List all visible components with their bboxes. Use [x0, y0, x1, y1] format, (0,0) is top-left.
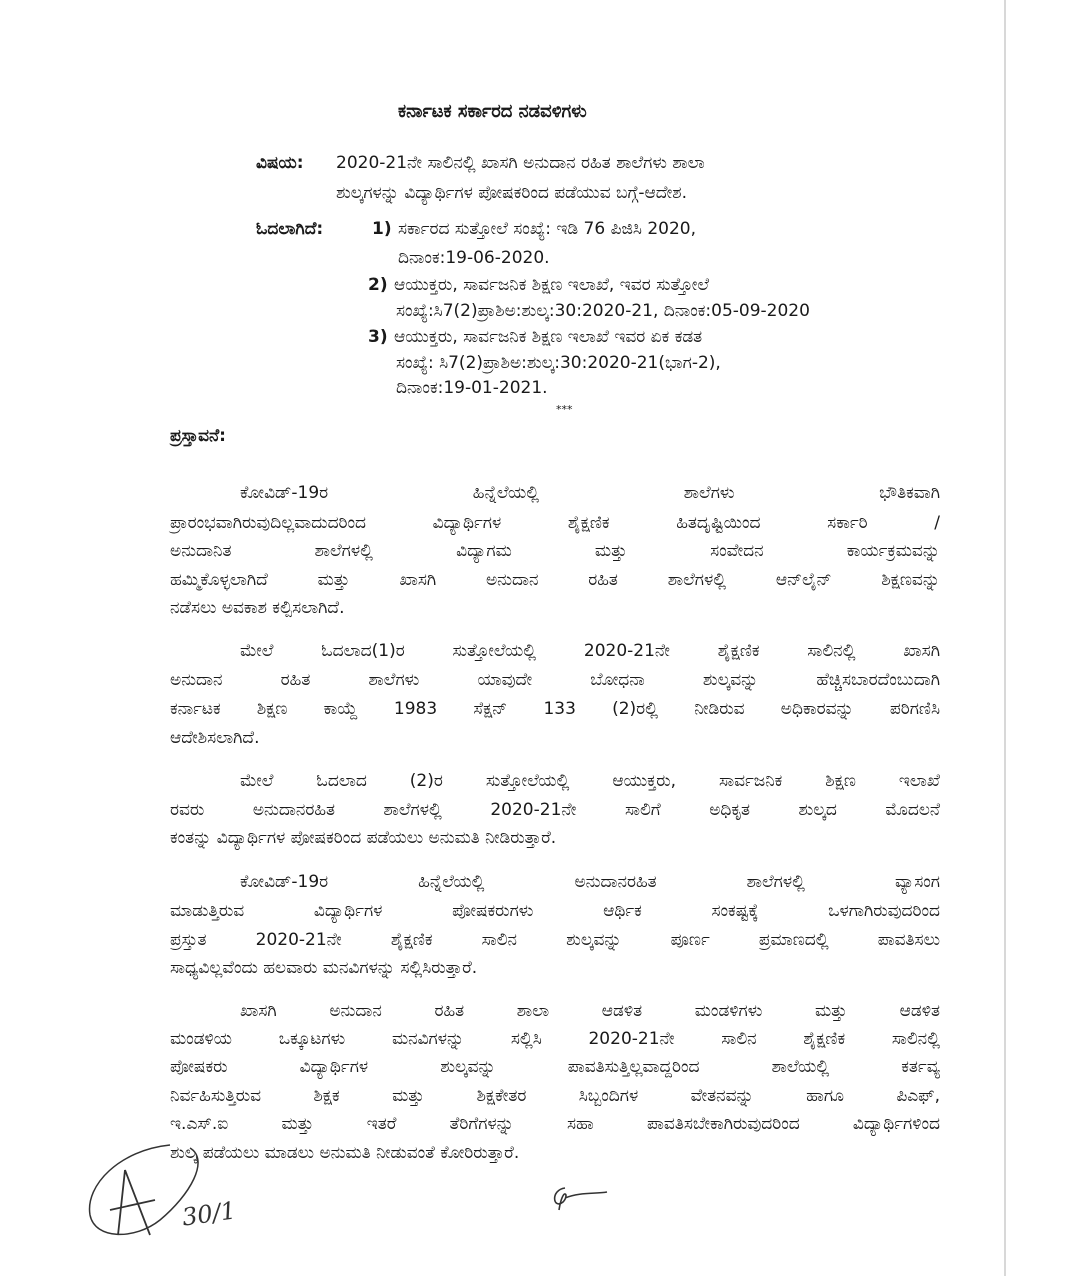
handwritten-initial-mark — [545, 1180, 615, 1220]
document-title: ಕರ್ನಾಟಕ ಸರ್ಕಾರದ ನಡವಳಿಗಳು — [398, 101, 587, 122]
reference-line: ಸರ್ಕಾರದ ಸುತ್ತೋಲೆ ಸಂಖ್ಯೆ: ಇಡಿ 76 ಪಿಜಿಸಿ 2020, — [398, 219, 696, 239]
paragraph-line: ಕೋವಿಡ್-19ರ ಹಿನ್ನೆಲೆಯಲ್ಲಿ ಅನುದಾನರಹಿತ ಶಾಲೆಗಳಲ್ಲಿ ವ್ಯಾಸಂಗ — [240, 872, 940, 892]
separator: *** — [556, 403, 573, 416]
paragraph-line: ಸಾಧ್ಯವಿಲ್ಲವೆಂದು ಹಲವಾರು ಮನವಿಗಳನ್ನು ಸಲ್ಲಿಸಿರುತ್ತಾರೆ. — [170, 958, 478, 978]
preamble-heading: ಪ್ರಸ್ತಾವನೆ: — [170, 426, 226, 446]
paragraph-line: ಅನುದಾನ ರಹಿತ ಶಾಲೆಗಳು ಯಾವುದೇ ಬೋಧನಾ ಶುಲ್ಕವನ್ನು ಹೆಚ್ಚಿಸಬಾರದೆಂಬುದಾಗಿ — [170, 670, 940, 690]
paragraph-line: ನಿರ್ವಹಿಸುತ್ತಿರುವ ಶಿಕ್ಷಕ ಮತ್ತು ಶಿಕ್ಷಕೇತರ ಸಿಬ್ಬಂದಿಗಳ ವೇತನವನ್ನು ಹಾಗೂ ಪಿಎಫ್, — [170, 1086, 940, 1106]
paragraph-line: ಮಂಡಳಿಯ ಒಕ್ಕೂಟಗಳು ಮನವಿಗಳನ್ನು ಸಲ್ಲಿಸಿ 2020-21ನೇ ಸಾಲಿನ ಶೈಕ್ಷಣಿಕ ಸಾಲಿನಲ್ಲಿ — [170, 1029, 940, 1049]
paragraph-line: ಪ್ರಸ್ತುತ 2020-21ನೇ ಶೈಕ್ಷಣಿಕ ಸಾಲಿನ ಶುಲ್ಕವನ್ನು ಪೂರ್ಣ ಪ್ರಮಾಣದಲ್ಲಿ ಪಾವತಿಸಲು — [170, 930, 940, 950]
paragraph-line: ಮಾಡುತ್ತಿರುವ ವಿದ್ಯಾರ್ಥಿಗಳ ಪೋಷಕರುಗಳು ಆರ್ಥಿಕ ಸಂಕಷ್ಟಕ್ಕೆ ಒಳಗಾಗಿರುವುದರಿಂದ — [170, 901, 940, 921]
paragraph-line: ಆದೇಶಿಸಲಾಗಿದೆ. — [170, 728, 260, 748]
reference-line: ಸಂಖ್ಯೆ: ಸಿ7(2)ಪ್ರಾಶಿಅ:ಶುಲ್ಕ:30:2020-21(ಭಾಗ-2), — [396, 353, 721, 373]
paragraph-line: ನಡೆಸಲು ಅವಕಾಶ ಕಲ್ಪಿಸಲಾಗಿದೆ. — [170, 598, 345, 618]
reference-line: ದಿನಾಂಕ:19-06-2020. — [398, 248, 550, 268]
subject-label: ವಿಷಯ: — [256, 153, 304, 173]
paragraph-line: ಹಮ್ಮಿಕೊಳ್ಳಲಾಗಿದೆ ಮತ್ತು ಖಾಸಗಿ ಅನುದಾನ ರಹಿತ ಶಾಲೆಗಳಲ್ಲಿ ಆನ್‌ಲೈನ್ ಶಿಕ್ಷಣವನ್ನು — [170, 570, 940, 590]
reference-line: ಆಯುಕ್ತರು, ಸಾರ್ವಜನಿಕ ಶಿಕ್ಷಣ ಇಲಾಖೆ, ಇವರ ಸುತ್ತೋಲೆ — [394, 275, 710, 295]
reference-line: ಆಯುಕ್ತರು, ಸಾರ್ವಜನಿಕ ಶಿಕ್ಷಣ ಇಲಾಖೆ ಇವರ ಏಕ ಕಡತ — [394, 327, 703, 347]
paragraph-line: ಇ.ಎಸ್.ಐ ಮತ್ತು ಇತರೆ ತೆರಿಗೆಗಳನ್ನು ಸಹಾ ಪಾವತಿಸಬೇಕಾಗಿರುವುದರಿಂದ ವಿದ್ಯಾರ್ಥಿಗಳಿಂದ — [170, 1114, 940, 1134]
paragraph-line: ಕರ್ನಾಟಕ ಶಿಕ್ಷಣ ಕಾಯ್ದೆ 1983 ಸೆಕ್ಷನ್ 133 (2)ರಲ್ಲಿ ನೀಡಿರುವ ಅಧಿಕಾರವನ್ನು ಪರಿಗಣಿಸಿ — [170, 699, 940, 719]
subject-line: 2020-21ನೇ ಸಾಲಿನಲ್ಲಿ ಖಾಸಗಿ ಅನುದಾನ ರಹಿತ ಶಾಲೆಗಳು ಶಾಲಾ — [336, 153, 705, 173]
handwritten-note: 30/1 — [180, 1196, 238, 1232]
page-edge — [1004, 0, 1006, 1276]
paragraph-line: ಖಾಸಗಿ ಅನುದಾನ ರಹಿತ ಶಾಲಾ ಆಡಳಿತ ಮಂಡಳಿಗಳು ಮತ್ತು ಆಡಳಿತ — [240, 1001, 940, 1021]
paragraph-line: ಅನುದಾನಿತ ಶಾಲೆಗಳಲ್ಲಿ ವಿದ್ಯಾಗಮ ಮತ್ತು ಸಂವೇದನ ಕಾರ್ಯಕ್ರಮವನ್ನು — [170, 541, 940, 561]
paragraph-line: ಕಂತನ್ನು ವಿದ್ಯಾರ್ಥಿಗಳ ಪೋಷಕರಿಂದ ಪಡೆಯಲು ಅನುಮತಿ ನೀಡಿರುತ್ತಾರೆ. — [170, 828, 557, 848]
paragraph-line: ಕೋವಿಡ್-19ರ ಹಿನ್ನೆಲೆಯಲ್ಲಿ ಶಾಲೆಗಳು ಭೌತಿಕವಾಗಿ — [240, 483, 940, 503]
paragraph-line: ಮೇಲೆ ಓದಲಾದ(1)ರ ಸುತ್ತೋಲೆಯಲ್ಲಿ 2020-21ನೇ ಶೈಕ್ಷಣಿಕ ಸಾಲಿನಲ್ಲಿ ಖಾಸಗಿ — [240, 641, 940, 661]
paragraph-line: ಮೇಲೆ ಓದಲಾದ (2)ರ ಸುತ್ತೋಲೆಯಲ್ಲಿ ಆಯುಕ್ತರು, ಸಾರ್ವಜನಿಕ ಶಿಕ್ಷಣ ಇಲಾಖೆ — [240, 771, 940, 791]
paragraph-line: ಪ್ರಾರಂಭವಾಗಿರುವುದಿಲ್ಲವಾದುದರಿಂದ ವಿದ್ಯಾರ್ಥಿಗಳ ಶೈಕ್ಷಣಿಕ ಹಿತದೃಷ್ಟಿಯಿಂದ ಸರ್ಕಾರಿ / — [170, 513, 940, 533]
paragraph-line: ಶುಲ್ಕ ಪಡೆಯಲು ಮಾಡಲು ಅನುಮತಿ ನೀಡುವಂತೆ ಕೋರಿರುತ್ತಾರೆ. — [170, 1143, 520, 1163]
paragraph-line: ಪೋಷಕರು ವಿದ್ಯಾರ್ಥಿಗಳ ಶುಲ್ಕವನ್ನು ಪಾವತಿಸುತ್ತಿಲ್ಲವಾದ್ದರಿಂದ ಶಾಲೆಯಲ್ಲಿ ಕರ್ತವ್ಯ — [170, 1057, 940, 1077]
subject-line: ಶುಲ್ಕಗಳನ್ನು ವಿದ್ಯಾರ್ಥಿಗಳ ಪೋಷಕರಿಂದ ಪಡೆಯುವ ಬಗ್ಗೆ-ಆದೇಶ. — [336, 183, 688, 203]
reference-line: ದಿನಾಂಕ:19-01-2021. — [396, 378, 548, 398]
reference-line: ಸಂಖ್ಯೆ:ಸಿ7(2)ಪ್ರಾಶಿಅ:ಶುಲ್ಕ:30:2020-21, ದಿನಾಂಕ:05-09-2020 — [396, 301, 810, 321]
paragraph-line: ರವರು ಅನುದಾನರಹಿತ ಶಾಲೆಗಳಲ್ಲಿ 2020-21ನೇ ಸಾಲಿಗೆ ಅಧಿಕೃತ ಶುಲ್ಕದ ಮೊದಲನೆ — [170, 800, 940, 820]
handwritten-signature-initials — [80, 1130, 200, 1260]
reference-number: 2) — [368, 275, 388, 295]
references-label: ಓದಲಾಗಿದೆ: — [256, 219, 324, 239]
reference-number: 1) — [372, 219, 392, 239]
reference-number: 3) — [368, 327, 388, 347]
